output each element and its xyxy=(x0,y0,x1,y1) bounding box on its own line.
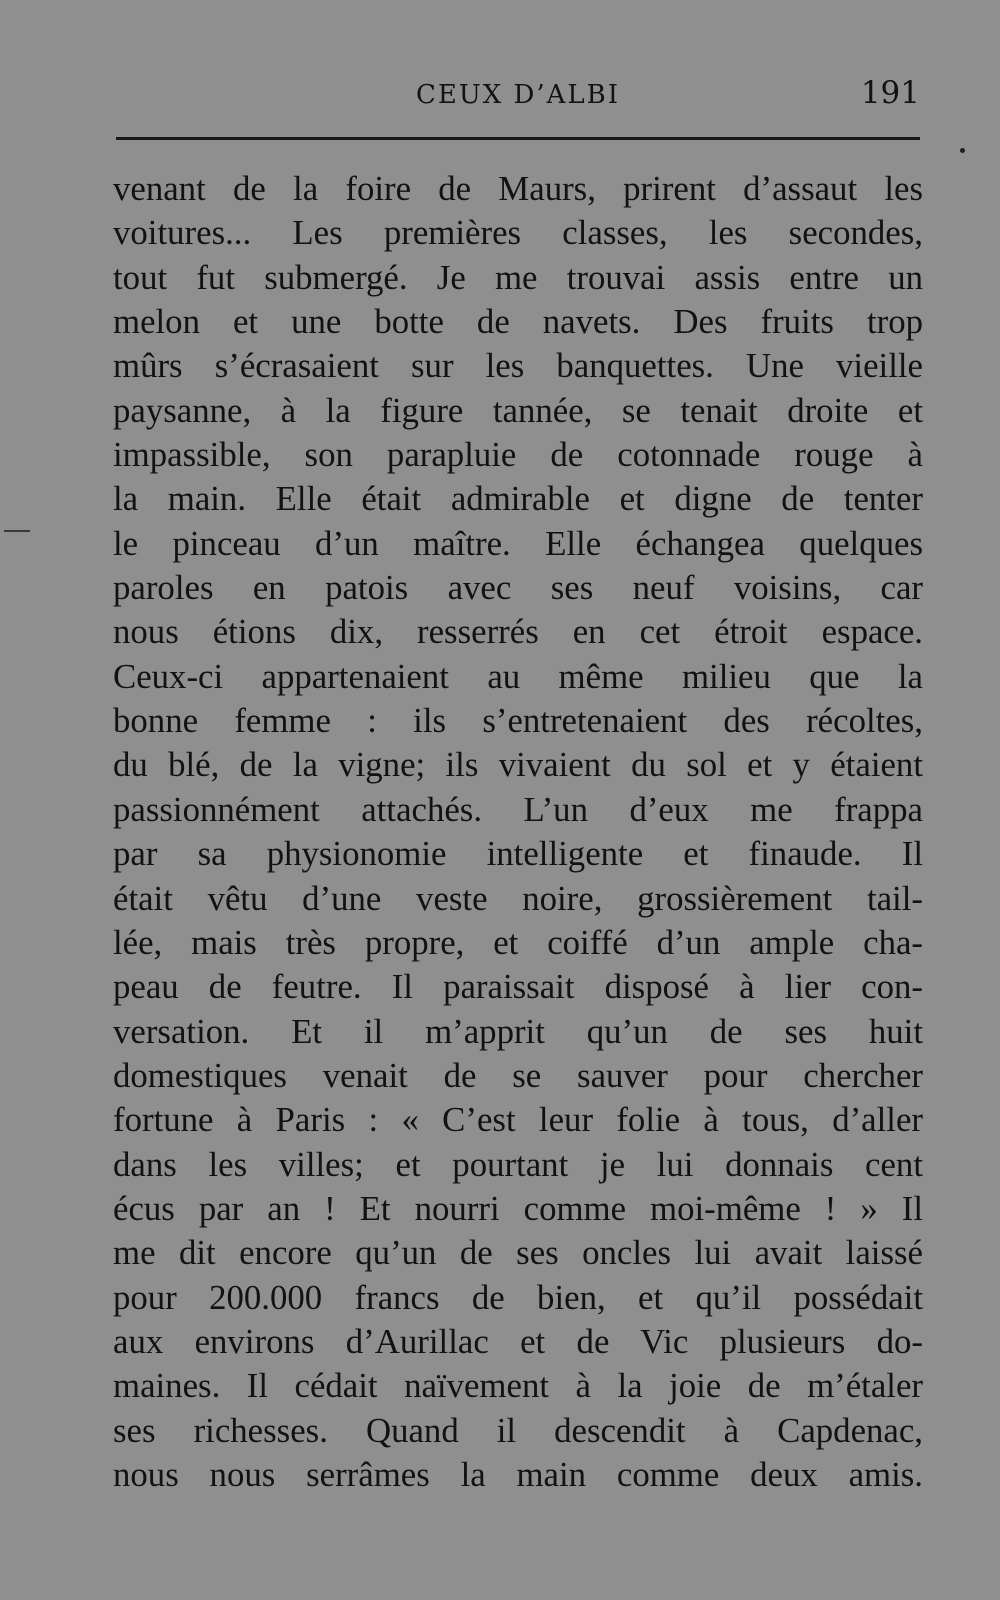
text-line: tout fut submergé. Je me trouvai assis entre un xyxy=(113,257,923,297)
text-line: passionnément attachés. L’un d’eux me frappa xyxy=(113,789,923,829)
running-head xyxy=(116,70,920,120)
text-line: me dit encore qu’un de ses oncles lui avait laissé xyxy=(113,1233,923,1273)
text-line: la main. Elle était admirable et digne de tenter xyxy=(113,479,923,519)
page-number: 191 xyxy=(860,75,920,111)
text-line: paysanne, à la figure tannée, se tenait droite et xyxy=(113,390,923,430)
text-line: était vêtu d’une veste noire, grossièrement tail- xyxy=(113,878,923,918)
running-title: CEUX D’ALBI xyxy=(415,80,621,110)
text-line: nous étions dix, resserrés en cet étroit espace. xyxy=(113,612,923,652)
text-line: le pinceau d’un maître. Elle échangea quelques xyxy=(113,523,923,563)
text-line: peau de feutre. Il paraissait disposé à lier con- xyxy=(113,967,923,1007)
text-line: aux environs d’Aurillac et de Vic plusieurs do- xyxy=(113,1321,923,1361)
text-line: impassible, son parapluie de cotonnade rouge à xyxy=(113,435,923,475)
text-line: lée, mais très propre, et coiffé d’un ample cha- xyxy=(113,922,923,962)
text-line: nous nous serrâmes la main comme deux amis. xyxy=(113,1454,923,1494)
text-line: pour 200.000 francs de bien, et qu’il possédait xyxy=(113,1277,923,1317)
header-rule xyxy=(116,137,920,140)
text-line: versation. Et il m’apprit qu’un de ses huit xyxy=(113,1011,923,1051)
text-line: du blé, de la vigne; ils vivaient du sol et y étaient xyxy=(113,745,923,785)
text-line: domestiques venait de se sauver pour chercher xyxy=(113,1055,923,1095)
text-line: dans les villes; et pourtant je lui donnais cent xyxy=(113,1144,923,1184)
text-line: Ceux-ci appartenaient au même milieu que la xyxy=(113,656,923,696)
text-line: bonne femme : ils s’entretenaient des récoltes, xyxy=(113,701,923,741)
body-text xyxy=(113,167,923,1497)
text-line: melon et une botte de navets. Des fruits trop xyxy=(113,302,923,342)
text-line: ses richesses. Quand il descendit à Capdenac, xyxy=(113,1410,923,1450)
text-line: maines. Il cédait naïvement à la joie de m’étaler xyxy=(113,1366,923,1406)
text-line: par sa physionomie intelligente et finaude. Il xyxy=(113,834,923,874)
scan-speck xyxy=(960,148,965,153)
text-line: fortune à Paris : « C’est leur folie à tous, d’aller xyxy=(113,1100,923,1140)
text-line: mûrs s’écrasaient sur les banquettes. Une vieille xyxy=(113,346,923,386)
text-line: voitures... Les premières classes, les secondes, xyxy=(113,213,923,253)
text-line: écus par an ! Et nourri comme moi-même ! » Il xyxy=(113,1188,923,1228)
scan-speck xyxy=(4,530,30,532)
text-line: venant de la foire de Maurs, prirent d’assaut les xyxy=(113,169,923,208)
text-line: paroles en patois avec ses neuf voisins, car xyxy=(113,568,923,608)
